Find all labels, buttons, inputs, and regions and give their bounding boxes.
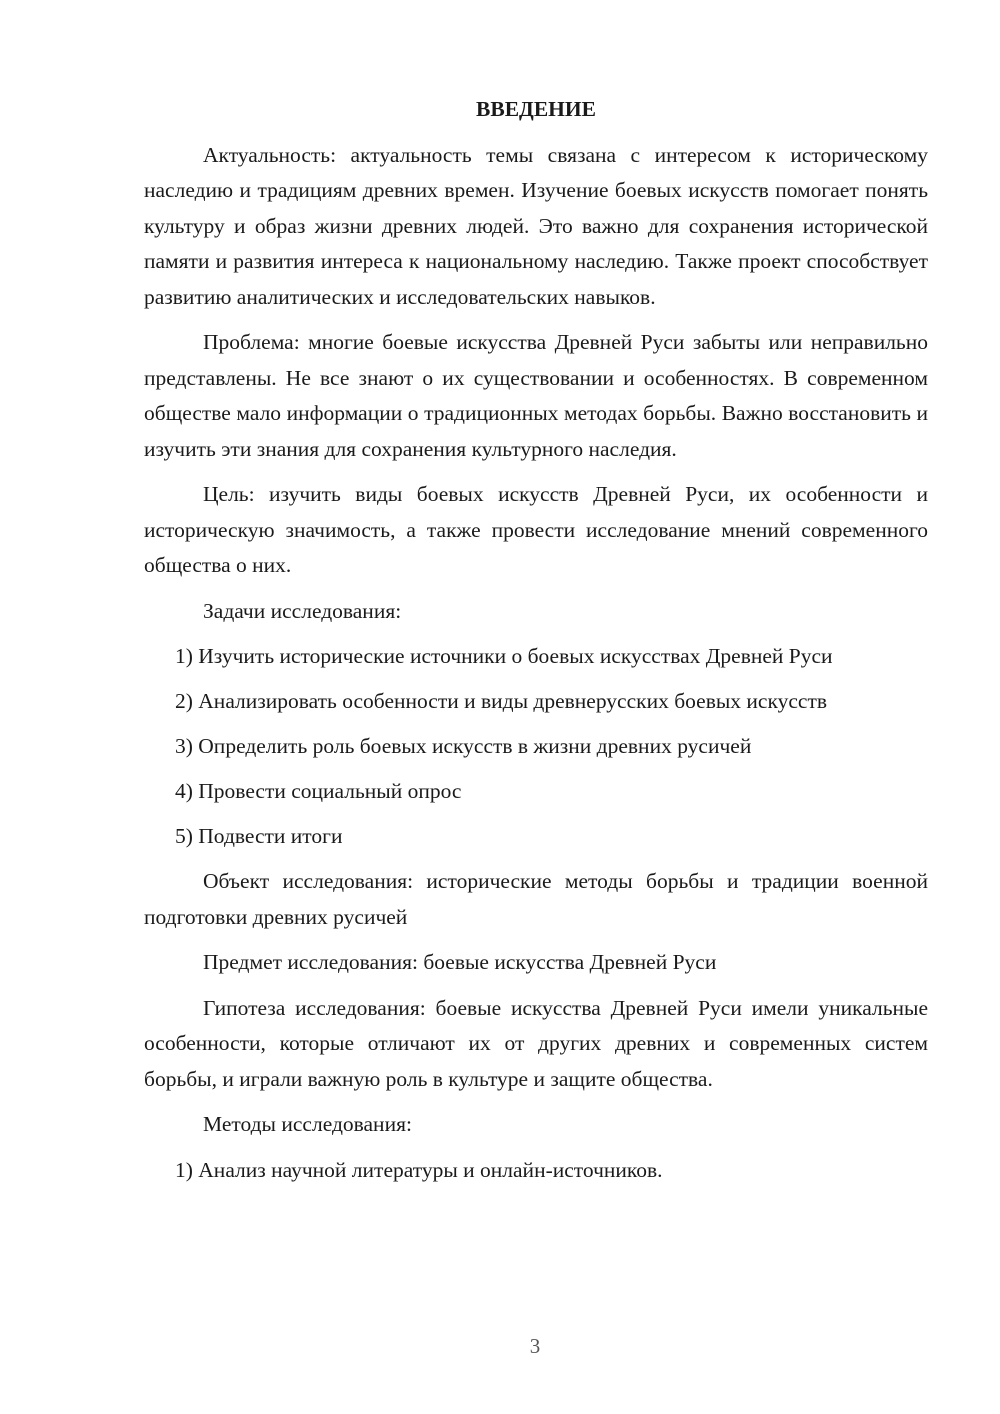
task-item: 1) Изучить исторические источники о боевых искусствах Древней Руси: [175, 644, 833, 668]
method-item: 1) Анализ научной литературы и онлайн-источников.: [175, 1157, 663, 1182]
page-number: 3: [529, 1334, 541, 1358]
task-item: 5) Подвести итоги: [175, 824, 343, 848]
task-item: 2) Анализировать особенности и виды древнерусских боевых искусств: [175, 689, 828, 713]
goal-paragraph: Цель: изучить виды боевых искусств Древней Руси, их особенности и историческую значимость, а также провести исследование мнений современного общества о них.: [144, 482, 928, 577]
relevance-paragraph: Актуальность: актуальность темы связана с интересом к историческому наследию и традициям древних времен. Изучение боевых искусств помогает понять культуру и образ жизни древних людей. Это важно для сохранения исторической памяти и развития интереса к национальному наследию. Также проект способствует развитию аналитических и исследовательских навыков.: [144, 142, 928, 309]
hypothesis-paragraph: Гипотеза исследования: боевые искусства Древней Руси имели уникальные особенности, которые отличают их от других древних и современных систем борьбы, и играли важную роль в культуре и защите общества.: [144, 995, 928, 1091]
subject-paragraph: Предмет исследования: боевые искусства Древней Руси: [203, 950, 717, 974]
object-paragraph: Объект исследования: исторические методы борьбы и традиции военной подготовки древних русичей: [144, 869, 928, 929]
tasks-label: Задачи исследования:: [203, 598, 402, 623]
section-heading: ВВЕДЕНИЕ: [476, 97, 596, 121]
document-page: [144, 92, 928, 1198]
problem-paragraph: Проблема: многие боевые искусства Древней Руси забыты или неправильно представлены. Не все знают о их существовании и особенностях. В современном обществе мало информации о традиционных методах борьбы. Важно восстановить и изучить эти знания для сохранения культурного наследия.: [144, 330, 928, 461]
methods-list: [144, 1153, 928, 1189]
task-item: 3) Определить роль боевых искусств в жизни древних русичей: [175, 734, 752, 758]
task-item: 4) Провести социальный опрос: [175, 779, 462, 803]
tasks-list: [144, 639, 928, 855]
methods-label: Методы исследования:: [203, 1112, 412, 1136]
